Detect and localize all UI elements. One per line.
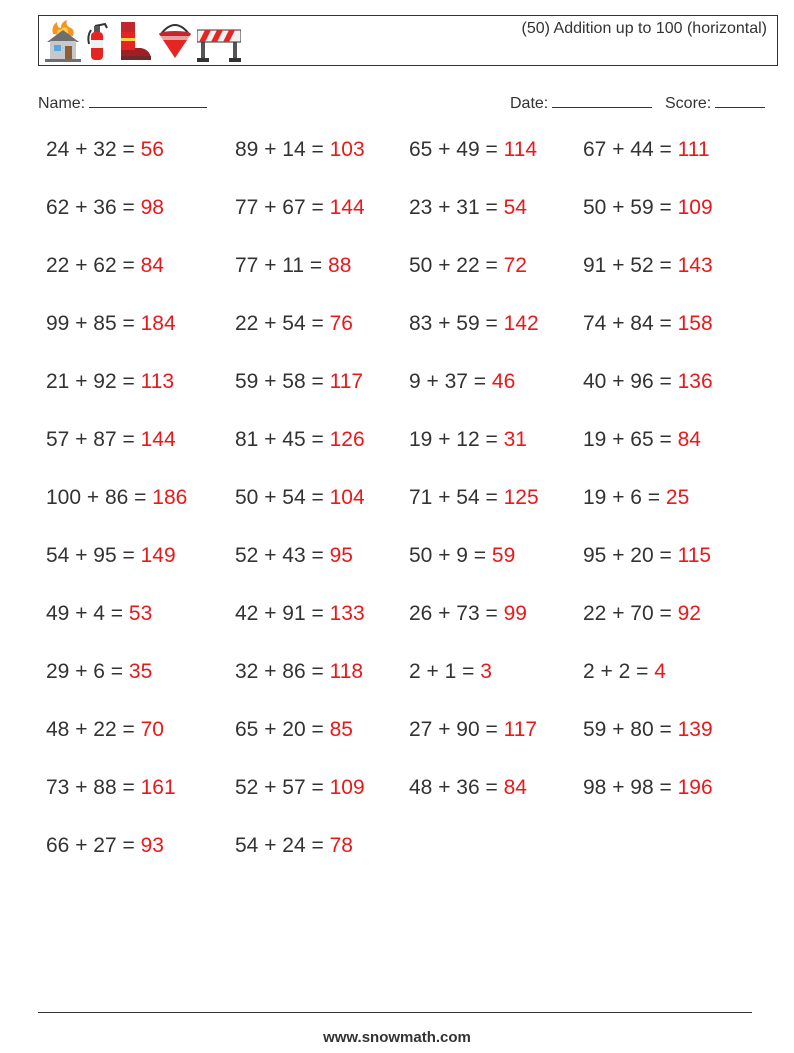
problem-item xyxy=(583,370,713,394)
problem-answer: 117 xyxy=(329,370,364,393)
problem-item xyxy=(583,544,711,568)
problem-question: 24 + 32 = xyxy=(46,138,135,161)
problem-item xyxy=(46,312,176,336)
worksheet-title: (50) Addition up to 100 (horizontal) xyxy=(521,20,767,37)
problem-answer: 117 xyxy=(503,718,538,741)
problem-answer: 70 xyxy=(140,718,164,741)
problem-answer: 186 xyxy=(152,486,188,509)
score-label: Score: xyxy=(665,95,712,112)
problem-item xyxy=(46,138,164,162)
fire-extinguisher-icon xyxy=(85,20,113,62)
score-field xyxy=(665,93,765,113)
footer-divider xyxy=(38,1012,752,1013)
problem-item xyxy=(583,718,713,742)
problem-question: 22 + 70 = xyxy=(583,602,672,625)
problem-item xyxy=(409,602,527,626)
problem-item xyxy=(409,544,515,568)
problem-item xyxy=(46,544,176,568)
problem-item xyxy=(409,196,527,220)
problem-question: 59 + 80 = xyxy=(583,718,672,741)
problem-question: 19 + 12 = xyxy=(409,428,498,451)
problem-answer: 125 xyxy=(503,486,539,509)
problem-question: 50 + 54 = xyxy=(235,486,324,509)
problem-answer: 54 xyxy=(503,196,527,219)
problem-item xyxy=(235,660,363,684)
problem-item xyxy=(235,428,365,452)
problem-answer: 161 xyxy=(140,776,176,799)
footer-url: www.snowmath.com xyxy=(323,1029,471,1046)
problem-question: 83 + 59 = xyxy=(409,312,498,335)
problem-answer: 144 xyxy=(140,428,176,451)
problem-answer: 31 xyxy=(503,428,527,451)
problem-answer: 84 xyxy=(140,254,164,277)
problem-question: 40 + 96 = xyxy=(583,370,672,393)
problem-answer: 144 xyxy=(329,196,365,219)
problem-item xyxy=(46,660,152,684)
problem-question: 52 + 43 = xyxy=(235,544,324,567)
problem-question: 50 + 22 = xyxy=(409,254,498,277)
problem-question: 50 + 9 = xyxy=(409,544,487,567)
problem-answer: 76 xyxy=(329,312,353,335)
burning-house-icon xyxy=(45,20,81,62)
problem-item xyxy=(409,660,492,684)
icon-strip xyxy=(45,20,241,62)
problem-question: 23 + 31 = xyxy=(409,196,498,219)
name-blank[interactable] xyxy=(89,93,207,108)
problem-item xyxy=(235,370,363,394)
problem-answer: 3 xyxy=(480,660,492,683)
problem-question: 48 + 22 = xyxy=(46,718,135,741)
problem-answer: 88 xyxy=(328,254,352,277)
problem-answer: 143 xyxy=(677,254,713,277)
problem-item xyxy=(409,138,537,162)
problem-question: 81 + 45 = xyxy=(235,428,324,451)
problem-answer: 126 xyxy=(329,428,365,451)
problem-item xyxy=(409,428,527,452)
problem-item xyxy=(46,196,164,220)
problem-question: 71 + 54 = xyxy=(409,486,498,509)
problem-question: 22 + 62 = xyxy=(46,254,135,277)
problem-answer: 139 xyxy=(677,718,713,741)
problem-answer: 103 xyxy=(329,138,365,161)
problem-answer: 111 xyxy=(677,138,710,161)
name-field xyxy=(38,93,207,113)
problem-item xyxy=(409,776,527,800)
problem-question: 65 + 20 = xyxy=(235,718,324,741)
problem-answer: 115 xyxy=(677,544,712,567)
problem-item xyxy=(46,486,187,510)
problem-item xyxy=(235,718,353,742)
problem-item xyxy=(583,428,701,452)
problem-item xyxy=(46,602,152,626)
problem-answer: 113 xyxy=(140,370,175,393)
problem-question: 99 + 85 = xyxy=(46,312,135,335)
problem-item xyxy=(409,370,515,394)
problem-question: 50 + 59 = xyxy=(583,196,672,219)
problem-answer: 133 xyxy=(329,602,365,625)
header-box xyxy=(38,15,778,66)
problem-question: 19 + 6 = xyxy=(583,486,661,509)
problem-answer: 53 xyxy=(128,602,153,625)
score-blank[interactable] xyxy=(715,93,765,108)
problem-question: 26 + 73 = xyxy=(409,602,498,625)
problem-item xyxy=(583,486,689,510)
problem-item xyxy=(583,776,713,800)
problem-answer: 84 xyxy=(503,776,527,799)
problem-answer: 56 xyxy=(140,138,164,161)
problem-item xyxy=(583,312,713,336)
problem-answer: 104 xyxy=(329,486,365,509)
problem-item xyxy=(409,718,537,742)
problem-item xyxy=(235,602,365,626)
problem-answer: 118 xyxy=(329,660,364,683)
problem-answer: 196 xyxy=(677,776,713,799)
problem-answer: 84 xyxy=(677,428,701,451)
problem-item xyxy=(235,486,365,510)
problem-answer: 142 xyxy=(503,312,539,335)
problem-answer: 98 xyxy=(140,196,164,219)
problem-question: 65 + 49 = xyxy=(409,138,498,161)
problem-question: 77 + 67 = xyxy=(235,196,324,219)
problem-question: 66 + 27 = xyxy=(46,834,135,857)
problem-answer: 149 xyxy=(140,544,176,567)
problem-answer: 184 xyxy=(140,312,176,335)
problem-item xyxy=(583,138,710,162)
problem-question: 32 + 86 = xyxy=(235,660,324,683)
problem-answer: 92 xyxy=(677,602,701,625)
problem-answer: 99 xyxy=(503,602,527,625)
date-field xyxy=(510,93,652,113)
problem-item xyxy=(46,718,164,742)
problem-item xyxy=(235,196,365,220)
problem-question: 98 + 98 = xyxy=(583,776,672,799)
fire-bucket-icon xyxy=(157,20,193,62)
problem-question: 62 + 36 = xyxy=(46,196,135,219)
problem-question: 49 + 4 = xyxy=(46,602,124,625)
problem-question: 52 + 57 = xyxy=(235,776,324,799)
problem-item xyxy=(46,254,164,278)
problem-item xyxy=(409,486,539,510)
problem-question: 42 + 91 = xyxy=(235,602,324,625)
problem-answer: 85 xyxy=(329,718,353,741)
problem-item xyxy=(46,370,174,394)
problem-question: 48 + 36 = xyxy=(409,776,498,799)
problem-item xyxy=(583,602,701,626)
problem-item xyxy=(235,776,365,800)
problem-question: 67 + 44 = xyxy=(583,138,672,161)
problem-question: 21 + 92 = xyxy=(46,370,135,393)
problem-item xyxy=(46,834,164,858)
problem-answer: 25 xyxy=(665,486,690,509)
problem-answer: 46 xyxy=(491,370,516,393)
problem-question: 2 + 2 = xyxy=(583,660,649,683)
problem-answer: 78 xyxy=(329,834,353,857)
problem-answer: 158 xyxy=(677,312,713,335)
problem-question: 57 + 87 = xyxy=(46,428,135,451)
road-barrier-icon xyxy=(197,20,241,62)
problem-answer: 93 xyxy=(140,834,164,857)
problem-item xyxy=(235,138,365,162)
problem-answer: 136 xyxy=(677,370,713,393)
problem-answer: 72 xyxy=(503,254,527,277)
date-blank[interactable] xyxy=(552,93,652,108)
problem-question: 19 + 65 = xyxy=(583,428,672,451)
name-label: Name: xyxy=(38,95,86,112)
problem-item xyxy=(409,312,539,336)
problem-item xyxy=(583,254,713,278)
problem-answer: 4 xyxy=(654,660,666,683)
problem-question: 59 + 58 = xyxy=(235,370,324,393)
problem-item xyxy=(235,834,353,858)
problem-question: 77 + 11 = xyxy=(235,254,323,277)
problem-question: 54 + 24 = xyxy=(235,834,324,857)
problem-question: 54 + 95 = xyxy=(46,544,135,567)
problem-question: 100 + 86 = xyxy=(46,486,147,509)
problem-question: 73 + 88 = xyxy=(46,776,135,799)
problem-item xyxy=(583,196,713,220)
problem-question: 95 + 20 = xyxy=(583,544,672,567)
problem-item xyxy=(583,660,666,684)
problem-question: 22 + 54 = xyxy=(235,312,324,335)
problem-answer: 59 xyxy=(491,544,516,567)
problem-answer: 109 xyxy=(677,196,713,219)
problem-answer: 35 xyxy=(128,660,153,683)
date-label: Date: xyxy=(510,95,549,112)
problem-question: 74 + 84 = xyxy=(583,312,672,335)
problem-answer: 109 xyxy=(329,776,365,799)
problem-item xyxy=(235,312,353,336)
problem-answer: 114 xyxy=(503,138,538,161)
problem-item xyxy=(46,428,176,452)
problem-question: 9 + 37 = xyxy=(409,370,487,393)
problem-item xyxy=(46,776,176,800)
problem-answer: 95 xyxy=(329,544,353,567)
problem-question: 2 + 1 = xyxy=(409,660,475,683)
problem-question: 91 + 52 = xyxy=(583,254,672,277)
fire-boot-icon xyxy=(117,20,153,62)
problem-item xyxy=(235,544,353,568)
problem-question: 89 + 14 = xyxy=(235,138,324,161)
problem-question: 27 + 90 = xyxy=(409,718,498,741)
problem-item xyxy=(235,254,351,278)
problem-item xyxy=(409,254,527,278)
problem-question: 29 + 6 = xyxy=(46,660,124,683)
